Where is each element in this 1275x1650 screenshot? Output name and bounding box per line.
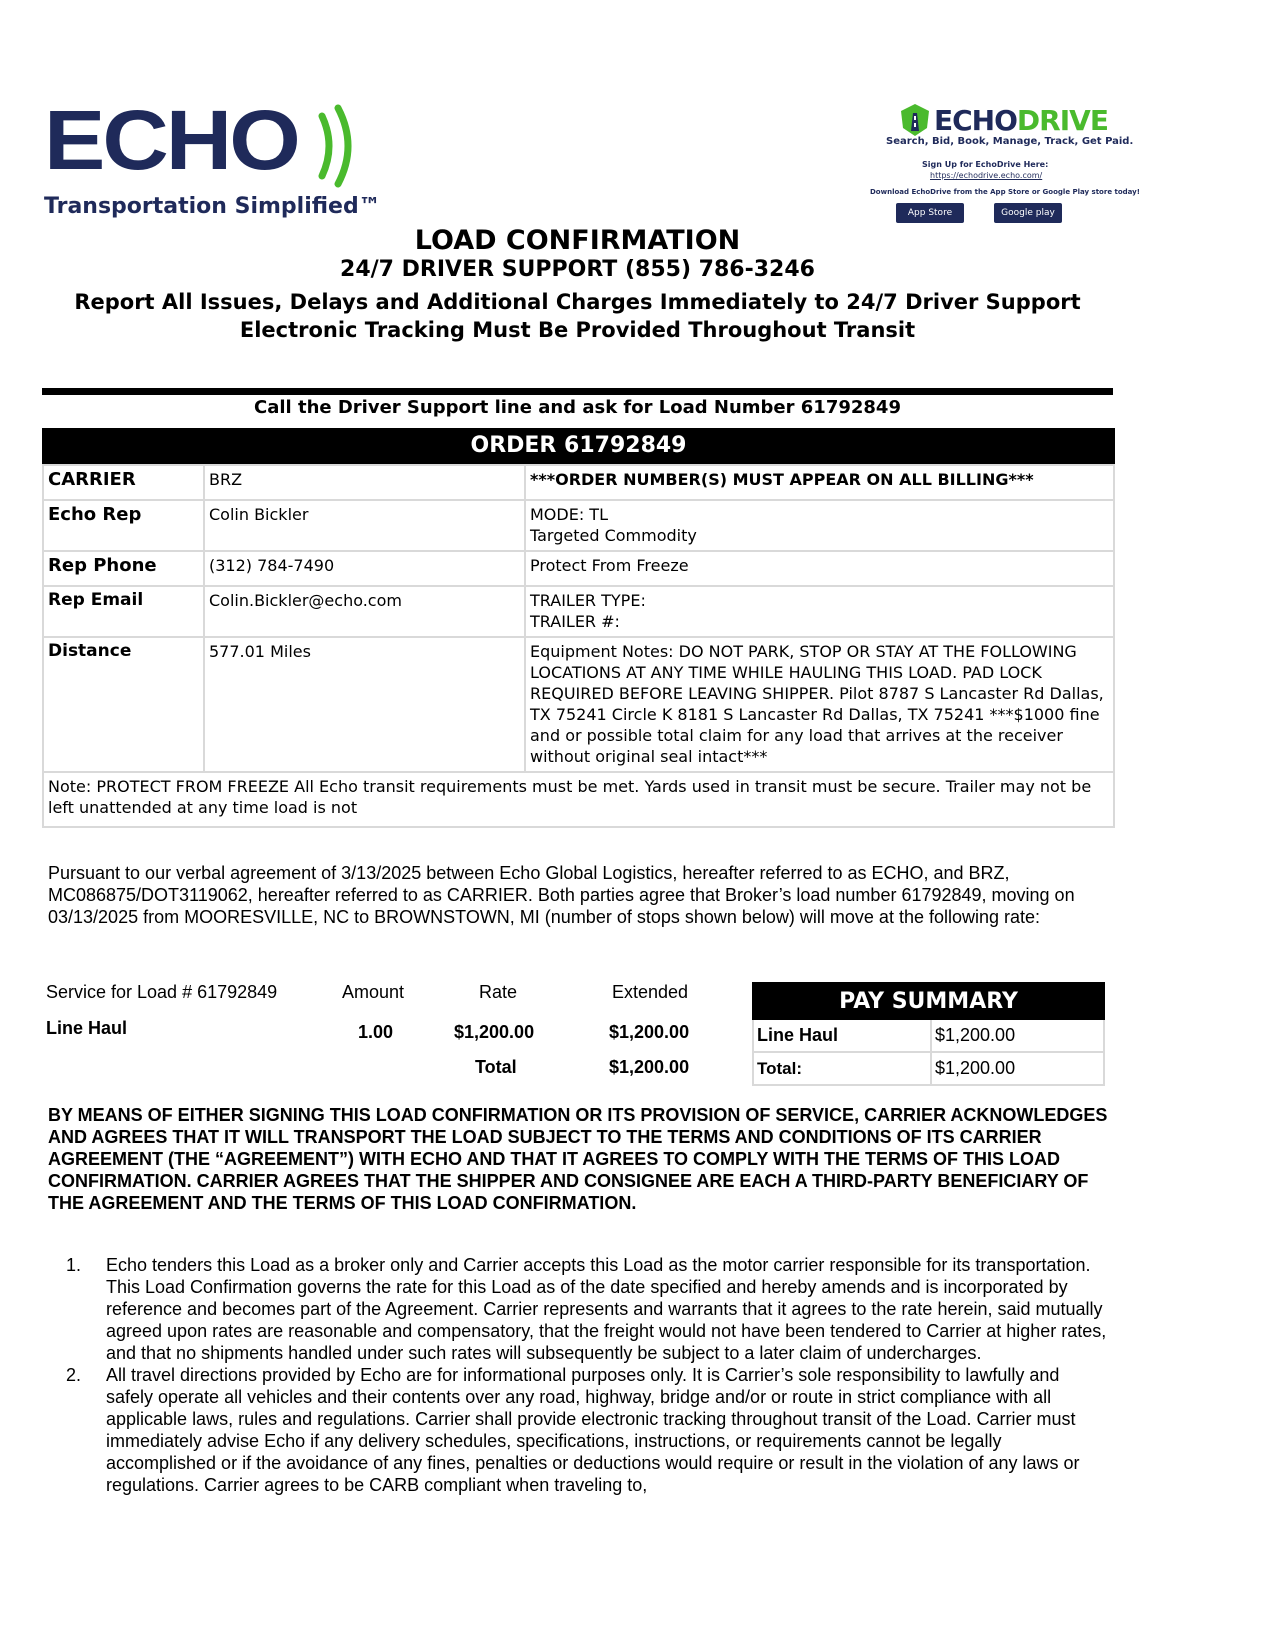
- commodity-text: Targeted Commodity: [530, 526, 697, 545]
- trailer-cell: [525, 586, 1114, 637]
- page-title: LOAD CONFIRMATION: [414, 225, 741, 256]
- rep-email-label: Rep Email: [43, 586, 204, 637]
- total-value: $1,200.00: [609, 1057, 690, 1077]
- service-header: Service for Load # 61792849: [46, 982, 278, 1002]
- call-load-number: Call the Driver Support line and ask for Load Number 61792849: [254, 397, 901, 418]
- table-row: [43, 551, 1114, 586]
- table-row: [43, 637, 1114, 772]
- echodrive-drive-text: DRIVE: [1016, 103, 1108, 137]
- transit-note: Note: PROTECT FROM FREEZE All Echo transit requirements must be met. Yards used in transit must be secure. Trailer may not be left unattended at any time load is not: [43, 772, 1114, 827]
- distance-value: 577.01 Miles: [204, 637, 525, 772]
- echo-rep-label: Echo Rep: [43, 500, 204, 551]
- distance-label: Distance: [43, 637, 204, 772]
- rate-header: Rate: [479, 982, 518, 1002]
- amount-header: Amount: [342, 982, 405, 1002]
- trailer-type: TRAILER TYPE:: [530, 591, 646, 610]
- mode-text: MODE: TL: [530, 505, 608, 524]
- rep-email-value[interactable]: Colin.Bickler@echo.com: [204, 586, 525, 637]
- equipment-notes: Equipment Notes: DO NOT PARK, STOP OR STAY AT THE FOLLOWING LOCATIONS AT ANY TIME WHILE HAULING THIS LOAD. PAD LOCK REQUIRED BEFORE LEAVING SHIPPER. Pilot 8787 S Lancaster Rd Dallas, TX 75241 Circle K 8181 S Lancaster Rd Dallas, TX 75241 ***$1000 fine and or possible total claim for any load that arrives at the receiver without original seal intact***: [525, 637, 1114, 772]
- rep-phone-value: (312) 784-7490: [204, 551, 525, 586]
- trailer-number: TRAILER #:: [530, 612, 620, 631]
- google-play-badge[interactable]: Google play: [994, 203, 1062, 223]
- mode-cell: [525, 500, 1114, 551]
- pay-line-haul-label: Line Haul: [753, 1019, 931, 1052]
- header-divider: [42, 388, 1113, 395]
- pay-line-haul-value: $1,200.00: [931, 1019, 1104, 1052]
- table-row: [753, 1052, 1104, 1085]
- line-haul-extended: $1,200.00: [609, 1022, 690, 1042]
- term-number: 2.: [66, 1365, 82, 1385]
- pay-summary-title: PAY SUMMARY: [753, 983, 1104, 1019]
- term-number: 1.: [66, 1255, 82, 1275]
- echodrive-logo: [870, 100, 1160, 230]
- echo-logo: [44, 93, 384, 223]
- pay-total-label: Total:: [753, 1052, 931, 1085]
- pay-total-value: $1,200.00: [931, 1052, 1104, 1085]
- agreement-paragraph: Pursuant to our verbal agreement of 3/13/2025 between Echo Global Logistics, hereafter referred to as ECHO, and BRZ, MC086875/DOT3119062, hereafter referred to as CARRIER. Both parties agree that Broker’s load number 61792849, moving on 03/13/2025 from MOORESVILLE, NC to BROWNSTOWN, MI (number of stops shown below) will move at the following rate:: [48, 863, 1075, 927]
- echodrive-echo-text: ECHO: [934, 103, 1017, 137]
- tracking-line: Electronic Tracking Must Be Provided Throughout Transit: [239, 318, 916, 342]
- term-text: Echo tenders this Load as a broker only and Carrier accepts this Load as the motor carrier responsible for its transportation. This Load Confirmation governs the rate for this Load as of the date specified and hereby amends and is incorporated by reference and becomes part of the Agreement. Carrier represents and warrants that it agrees to the rate herein, said mutually agreed upon rates are reasonable and compensatory, that the freight would not have been tendered to Carrier at higher rates, and that no shipments handled under such rates will subsequently be subject to a later claim of undercharges.: [106, 1255, 1107, 1363]
- order-details-table: [42, 464, 1115, 828]
- line-haul-service: Line Haul: [46, 1018, 128, 1038]
- table-row: [753, 1019, 1104, 1052]
- line-haul-rate: $1,200.00: [454, 1022, 535, 1042]
- terms-acknowledgement: BY MEANS OF EITHER SIGNING THIS LOAD CONFIRMATION OR ITS PROVISION OF SERVICE, CARRIER ACKNOWLEDGES AND AGREES THAT IT WILL TRANSPORT THE LOAD SUBJECT TO THE TERMS AND CONDITIONS OF ITS CARRIER AGREEMENT (THE “AGREEMENT”) WITH ECHO AND THAT IT AGREES TO COMPLY WITH THE TERMS OF THIS LOAD CONFIRMATION. CARRIER AGREES THAT THE SHIPPER AND CONSIGNEE ARE EACH A THIRD-PARTY BENEFICIARY OF THE AGREEMENT AND THE TERMS OF THIS LOAD CONFIRMATION.: [48, 1105, 1108, 1213]
- table-row: [43, 586, 1114, 637]
- echo-rep-value: Colin Bickler: [204, 500, 525, 551]
- echodrive-signup: Sign Up for EchoDrive Here:: [922, 160, 1049, 169]
- line-haul-amount: 1.00: [358, 1022, 394, 1042]
- table-row: [43, 772, 1114, 827]
- order-number-bar: ORDER 61792849: [42, 428, 1115, 464]
- protect-freeze: Protect From Freeze: [525, 551, 1114, 586]
- extended-header: Extended: [612, 982, 689, 1002]
- driver-support-line: 24/7 DRIVER SUPPORT (855) 786-3246: [340, 257, 815, 282]
- table-row: [43, 500, 1114, 551]
- app-store-badge[interactable]: App Store: [896, 203, 964, 223]
- echodrive-download: Download EchoDrive from the App Store or Google Play store today!: [870, 188, 1140, 196]
- echodrive-tagline: Search, Bid, Book, Manage, Track, Get Paid.: [886, 136, 1134, 147]
- pay-summary-table: [752, 982, 1105, 1086]
- list-item: [48, 1254, 1108, 1364]
- echo-tagline: Transportation Simplified™: [44, 194, 381, 219]
- carrier-label: CARRIER: [43, 465, 204, 500]
- list-item: [48, 1364, 1108, 1496]
- table-row: [43, 465, 1114, 500]
- terms-list: [48, 1254, 1108, 1496]
- road-shield-icon: [900, 103, 930, 137]
- billing-note: ***ORDER NUMBER(S) MUST APPEAR ON ALL BILLING***: [525, 465, 1114, 500]
- carrier-value: BRZ: [204, 465, 525, 500]
- report-issues-line: Report All Issues, Delays and Additional Charges Immediately to 24/7 Driver Support: [74, 290, 1081, 314]
- echodrive-url[interactable]: https://echodrive.echo.com/: [930, 171, 1043, 180]
- echo-waves-icon: [314, 102, 384, 190]
- total-label: Total: [475, 1057, 517, 1077]
- echo-logo-word: ECHO: [44, 93, 298, 188]
- term-text: All travel directions provided by Echo are for informational purposes only. It is Carrier’s sole responsibility to lawfully and safely operate all vehicles and their contents over any road, highway, bridge and/or or route in strict compliance with all applicable laws, rules and regulations. Carrier shall provide electronic tracking throughout transit of the Load. Carrier must immediately advise Echo if any delivery schedules, specifications, instructions, or requirements cannot be legally accomplished or if the avoidance of any fines, penalties or deductions would require or result in the violation of any laws or regulations. Carrier agrees to be CARB compliant when traveling to,: [106, 1365, 1080, 1495]
- rep-phone-label: Rep Phone: [43, 551, 204, 586]
